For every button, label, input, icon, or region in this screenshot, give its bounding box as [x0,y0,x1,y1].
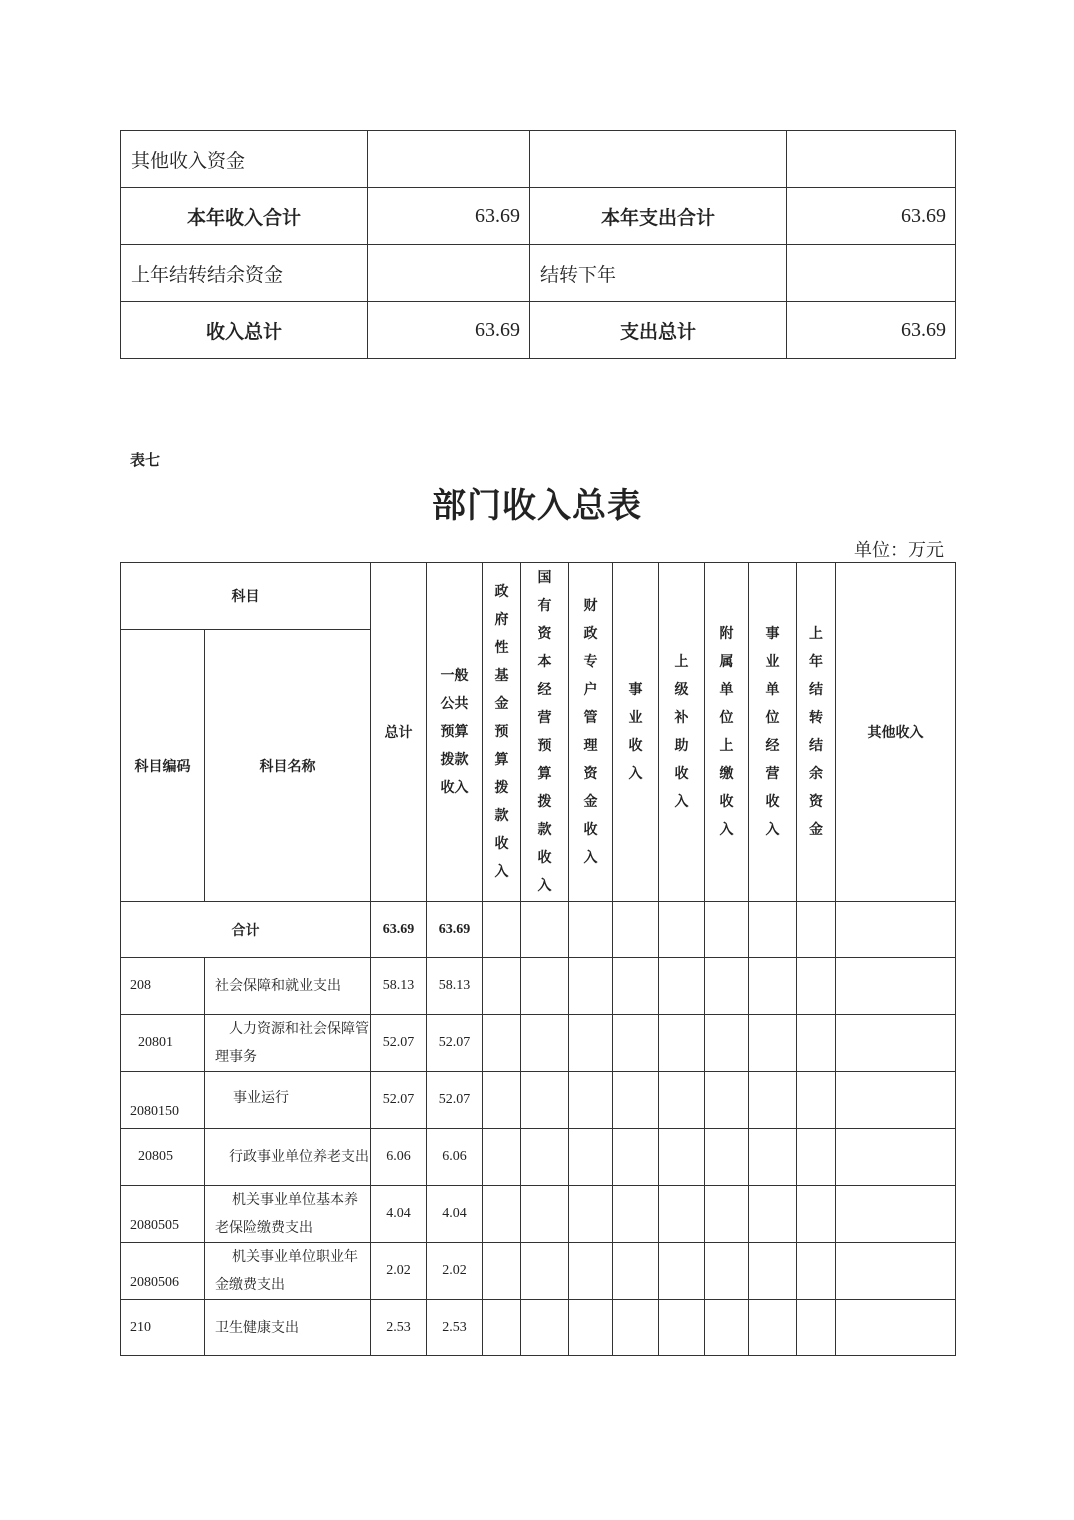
total-cell: 6.06 [371,1129,427,1186]
general-cell: 2.02 [427,1243,483,1300]
total-cell: 58.13 [371,958,427,1015]
table-row [121,1072,956,1129]
total-cell: 2.53 [371,1300,427,1356]
income-table [120,562,956,1356]
summary-left-label: 收入总计 [121,302,368,359]
header-gov-fund: 政 府 性 基 金 预 算 拨 款 收 入 [483,563,521,902]
header-name: 科目名称 [205,630,371,902]
header-operating: 事 业 单 位 经 营 收 入 [749,563,797,902]
total-cell: 52.07 [371,1015,427,1072]
table-row [121,1129,956,1186]
total-cell: 63.69 [371,902,427,958]
table-row [121,1300,956,1356]
name-cell: 卫生健康支出 [205,1300,371,1356]
general-cell: 52.07 [427,1015,483,1072]
general-cell: 6.06 [427,1129,483,1186]
summary-left-value: 63.69 [368,188,530,245]
header-carryover: 上 年 结 转 结 余 资 金 [797,563,836,902]
general-cell: 63.69 [427,902,483,958]
summary-right-label: 支出总计 [530,302,787,359]
code-cell: 2080505 [121,1186,205,1243]
header-affiliate: 附 属 单 位 上 缴 收 入 [705,563,749,902]
summary-right-label [530,131,787,188]
general-cell: 58.13 [427,958,483,1015]
code-cell: 20801 [121,1015,205,1072]
summary-right-value: 63.69 [787,302,956,359]
table-row [121,1186,956,1243]
total-cell: 4.04 [371,1186,427,1243]
total-row [121,902,956,958]
summary-left-label: 本年收入合计 [121,188,368,245]
name-cell: 事业运行 [205,1072,371,1129]
general-cell: 2.53 [427,1300,483,1356]
header-general-budget: 一般 公共 预算 拨款 收入 [427,563,483,902]
summary-left-label: 其他收入资金 [121,131,368,188]
summary-table [120,130,956,359]
header-total: 总计 [371,563,427,902]
code-cell: 2080506 [121,1243,205,1300]
summary-left-label: 上年结转结余资金 [121,245,368,302]
name-cell: 行政事业单位养老支出 [205,1129,371,1186]
summary-row [121,302,956,359]
total-cell: 2.02 [371,1243,427,1300]
header-state-capital: 国 有 资 本 经 营 预 算 拨 款 收 入 [521,563,569,902]
summary-right-value [787,131,956,188]
general-cell: 52.07 [427,1072,483,1129]
table-row [121,958,956,1015]
header-row [121,563,956,630]
code-cell: 210 [121,1300,205,1356]
summary-right-label: 结转下年 [530,245,787,302]
header-business: 事 业 收 入 [613,563,659,902]
total-cell: 52.07 [371,1072,427,1129]
header-code: 科目编码 [121,630,205,902]
summary-right-value: 63.69 [787,188,956,245]
table-number-label: 表七 [130,451,161,469]
code-cell: 2080150 [121,1072,205,1129]
summary-right-label: 本年支出合计 [530,188,787,245]
code-cell: 208 [121,958,205,1015]
table-row [121,1015,956,1072]
summary-left-value [368,131,530,188]
summary-row [121,188,956,245]
name-cell: 机关事业单位职业年金缴费支出 [205,1243,371,1300]
header-fiscal-special: 财 政 专 户 管 理 资 金 收 入 [569,563,613,902]
header-subject: 科目 [121,563,371,630]
summary-left-value: 63.69 [368,302,530,359]
page-title: 部门收入总表 [432,486,642,526]
unit-label: 单位：万元 [854,540,944,561]
summary-right-value [787,245,956,302]
table-row [121,1243,956,1300]
general-cell: 4.04 [427,1186,483,1243]
code-cell: 20805 [121,1129,205,1186]
name-cell: 机关事业单位基本养老保险缴费支出 [205,1186,371,1243]
summary-row [121,131,956,188]
name-cell: 人力资源和社会保障管理事务 [205,1015,371,1072]
header-superior: 上 级 补 助 收 入 [659,563,705,902]
name-cell: 社会保障和就业支出 [205,958,371,1015]
total-label: 合计 [121,902,371,958]
header-other: 其他收入 [836,563,956,902]
summary-left-value [368,245,530,302]
summary-row [121,245,956,302]
